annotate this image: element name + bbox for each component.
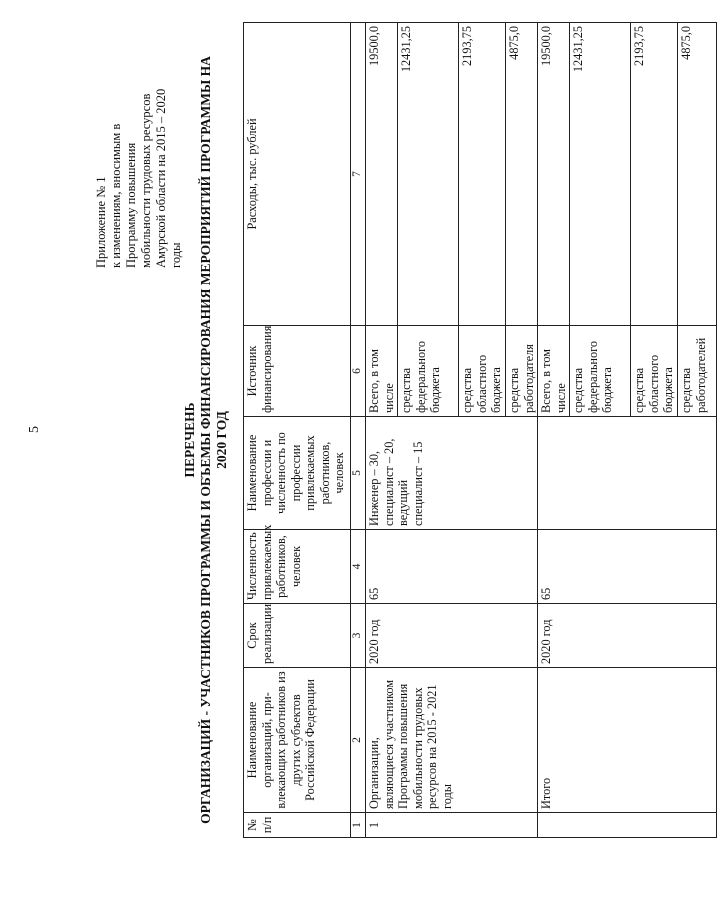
header-profession: Наименование профессии и численность по профессии привлекаемых работников, человек bbox=[244, 417, 351, 530]
financing-table-wrapper bbox=[243, 23, 708, 838]
funding-source: средства федерального бюджета bbox=[570, 326, 631, 417]
title-line-2: ОРГАНИЗАЦИЙ - УЧАСТНИКОВ ПРОГРАММЫ И ОБЪЕМЫ ФИНАНСИРОВАНИЯ МЕРОПРИЯТИЙ ПРОГРАММЫ НА bbox=[198, 56, 213, 824]
column-number: 6 bbox=[351, 326, 366, 417]
column-number: 5 bbox=[351, 417, 366, 530]
column-number: 1 bbox=[351, 813, 366, 838]
row-organization: Итого bbox=[538, 668, 717, 813]
funding-source: средства областного бюджета bbox=[631, 326, 678, 417]
column-number: 3 bbox=[351, 604, 366, 668]
appendix-line: Программу повышения bbox=[124, 142, 138, 268]
header-num: № п/п bbox=[244, 813, 351, 838]
title-line-3: 2020 ГОД bbox=[214, 411, 229, 469]
funding-amount: 4875,0 bbox=[506, 23, 538, 326]
funding-source: средства работодателя bbox=[506, 326, 538, 417]
row-worker-count: 65 bbox=[538, 530, 717, 604]
funding-amount: 12431,25 bbox=[570, 23, 631, 326]
column-number-row bbox=[351, 23, 366, 838]
row-profession bbox=[538, 417, 717, 530]
row-organization: Организации, являющиеся участником Программы повышения мобильности трудовых ресурсов на 2015 - 2021 годы bbox=[366, 668, 538, 813]
funding-amount: 12431,25 bbox=[398, 23, 459, 326]
appendix-line: годы bbox=[169, 242, 183, 268]
table-row bbox=[366, 23, 398, 838]
appendix-line: Амурской области на 2015 – 2020 bbox=[154, 88, 168, 268]
funding-amount: 4875,0 bbox=[678, 23, 717, 326]
financing-table bbox=[243, 22, 717, 838]
funding-amount: 19500,0 bbox=[366, 23, 398, 326]
funding-amount: 2193,75 bbox=[459, 23, 506, 326]
appendix-line: Приложение № 1 bbox=[94, 176, 108, 268]
column-number: 7 bbox=[351, 23, 366, 326]
row-term: 2020 год bbox=[538, 604, 717, 668]
header-funding-source: Источник финансирования bbox=[244, 326, 351, 417]
appendix-line: к изменениям, вносимым в bbox=[109, 123, 123, 268]
funding-source: средства федерального бюджета bbox=[398, 326, 459, 417]
header-worker-count: Численность привлекаемых работников, человек bbox=[244, 530, 351, 604]
row-num: 1 bbox=[366, 813, 538, 838]
table-row bbox=[538, 23, 570, 838]
appendix-note bbox=[94, 10, 184, 268]
appendix-line: мобильности трудовых ресурсов bbox=[139, 93, 153, 268]
funding-amount: 2193,75 bbox=[631, 23, 678, 326]
funding-source: Всего, в том числе bbox=[538, 326, 570, 417]
column-number: 4 bbox=[351, 530, 366, 604]
row-profession: Инженер – 30, специалист – 20, ведущий специалист – 15 bbox=[366, 417, 538, 530]
row-term: 2020 год bbox=[366, 604, 538, 668]
funding-amount: 19500,0 bbox=[538, 23, 570, 326]
header-row bbox=[244, 23, 351, 838]
column-number: 2 bbox=[351, 668, 366, 813]
funding-source: средства работодателей bbox=[678, 326, 717, 417]
header-expense: Расходы, тыс. рублей bbox=[244, 23, 351, 326]
row-worker-count: 65 bbox=[366, 530, 538, 604]
row-num bbox=[538, 813, 717, 838]
funding-source: Всего, в том числе bbox=[366, 326, 398, 417]
header-organization: Наименование организаций, при-влекающих работников из других субъектов Российской Федерации bbox=[244, 668, 351, 813]
title-line-1: ПЕРЕЧЕНЬ bbox=[182, 402, 197, 478]
header-term: Срок реализации bbox=[244, 604, 351, 668]
document-title bbox=[182, 20, 230, 860]
page-number: 5 bbox=[27, 426, 42, 433]
funding-source: средства областного бюджета bbox=[459, 326, 506, 417]
